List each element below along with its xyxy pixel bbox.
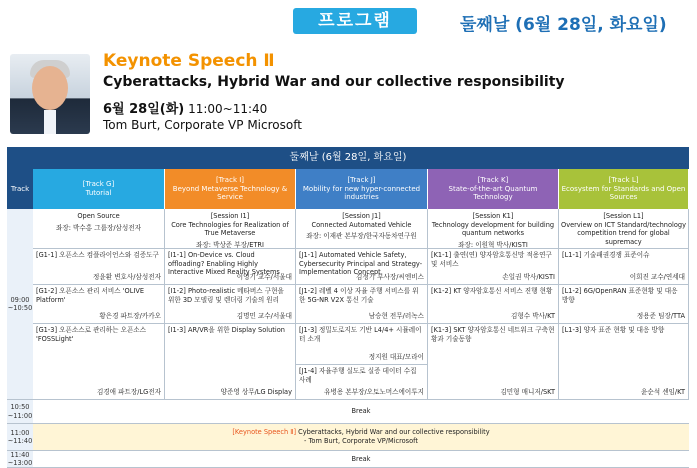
time-slot: 11:00 ~11:40 bbox=[7, 424, 33, 451]
talk-speaker: 김정기 부사장/씨엔비스 bbox=[355, 273, 424, 282]
keynote-row-speaker: - Tom Burt, Corporate VP/Microsoft bbox=[304, 437, 418, 445]
keynote-block bbox=[0, 44, 697, 140]
session-id: Open Source bbox=[77, 212, 120, 220]
keynote-row-title: Cyberattacks, Hybrid War and our collective responsibility bbox=[296, 428, 490, 437]
talk-title: [K1-2] KT 양자암호통신 서비스 진행 현황 bbox=[431, 287, 553, 295]
keynote-datetime: 6월 28일(화) 11:00~11:40 bbox=[103, 102, 268, 117]
talk-speaker: 정윤환 변호사/삼성전자 bbox=[92, 273, 161, 282]
talk-cell bbox=[559, 285, 689, 324]
track-name: Ecosystem for Standards and Open Sources bbox=[561, 184, 686, 202]
talk-title: [G1-1] 오픈소스 컴플라이언스와 검증도구 bbox=[36, 251, 159, 259]
talk-title: [I1-2] Photo-realistic 메타버스 구현을 위한 3D 모델링 및 렌더링 기술의 원리 bbox=[168, 287, 284, 304]
keynote-talk-title: Cyberattacks, Hybrid War and our collective responsibility bbox=[103, 74, 565, 90]
talk-cell bbox=[296, 285, 428, 324]
track-header bbox=[296, 169, 428, 209]
track-header bbox=[33, 169, 165, 209]
talk-title: [J1-2] 레벨 4 이상 자율 주행 서비스를 위한 5G-NR V2X 통신 기술 bbox=[299, 287, 419, 304]
track-name: Mobility for new hyper-connected industries bbox=[302, 184, 421, 202]
session-id: [Session I1] bbox=[210, 212, 250, 220]
talk-speaker: 이희진 교수/연세대 bbox=[629, 273, 685, 282]
keynote-title: Keynote Speech Ⅱ bbox=[103, 51, 275, 71]
talk-speaker: 정지원 대표/모라이 bbox=[368, 353, 424, 362]
track-header bbox=[559, 169, 689, 209]
time-slot: 10:50 ~11:00 bbox=[7, 400, 33, 424]
talk-cell bbox=[428, 324, 559, 400]
talk-cell bbox=[428, 285, 559, 324]
track-header-label: Track bbox=[7, 169, 33, 209]
track-header bbox=[428, 169, 559, 209]
session-chair: 좌장: 박수홍 그룹장/삼성전자 bbox=[55, 223, 142, 232]
talk-title: [I1-1] On-Device vs. Cloud offloading? Enabling Highly Interactive Mixed Reality Systems bbox=[168, 251, 280, 277]
session-title: Core Technologies for Realization of True Metaverse bbox=[171, 220, 289, 238]
program-tag: 프로그램 bbox=[293, 8, 417, 34]
talk-cell bbox=[559, 324, 689, 400]
talk-title: [I1-3] AR/VR을 위한 Display Solution bbox=[168, 326, 285, 334]
talk-speaker: 김경애 파트장/LG전자 bbox=[96, 388, 161, 397]
talk-cell bbox=[428, 249, 559, 285]
session-chair: 좌장: 박상준 부장/ETRI bbox=[196, 240, 264, 249]
talk-speaker: 유병용 본부장/오토노머스에이투지 bbox=[324, 388, 424, 397]
track-name: State-of-the-art Quantum Technology bbox=[448, 184, 538, 202]
talk-cell bbox=[296, 365, 428, 400]
track-name: Tutorial bbox=[85, 189, 112, 197]
time-slot: 11:40 ~13:00 bbox=[7, 450, 33, 467]
track-header bbox=[165, 169, 296, 209]
talk-title: [J1-3] 정밀도로지도 기반 L4/4+ 시뮬레이터 소개 bbox=[299, 326, 422, 343]
talk-speaker: 윤순석 센임/KT bbox=[640, 388, 685, 397]
talk-cell bbox=[296, 324, 428, 365]
keynote-speaker: Tom Burt, Corporate VP Microsoft bbox=[103, 118, 302, 132]
talk-title: [J1-4] 자율주행 실도로 실증 데이터 수집 사례 bbox=[299, 367, 417, 384]
talk-title: [L1-2] 6G/OpenRAN 표준현황 및 대응 방향 bbox=[562, 287, 678, 304]
talk-speaker: 정용준 팀장/TTA bbox=[636, 312, 685, 321]
talk-speaker: 손일권 박사/KISTI bbox=[502, 273, 555, 282]
talk-speaker: 양준영 상무/LG Display bbox=[220, 388, 292, 397]
track-code: [Track G] bbox=[82, 180, 115, 189]
track-code: [Track K] bbox=[477, 175, 509, 184]
break-label: Break bbox=[351, 454, 371, 463]
session-id: [Session J1] bbox=[342, 212, 381, 220]
session-title: Connected Automated Vehicle bbox=[311, 220, 412, 229]
speaker-photo bbox=[10, 54, 90, 134]
track-code: [Track I] bbox=[215, 175, 245, 184]
talk-cell bbox=[33, 324, 165, 400]
session-cell bbox=[165, 209, 296, 249]
talk-speaker: 남승현 전무/러녹스 bbox=[368, 312, 424, 321]
keynote-row-tag: [Keynote Speech Ⅱ] bbox=[232, 428, 297, 437]
talk-cell bbox=[165, 285, 296, 324]
session-id: [Session K1] bbox=[472, 212, 514, 220]
track-code: [Track L] bbox=[608, 175, 639, 184]
talk-speaker: 황은경 파트장/카카오 bbox=[99, 312, 161, 321]
talk-cell bbox=[296, 249, 428, 285]
break-row bbox=[33, 400, 689, 424]
talk-title: [J1-1] Automated Vehicle Safety, Cybersecurity Principal and Strategy-Implementation Concept bbox=[299, 251, 423, 277]
session-title: Overview on ICT Standard/technology competition trend for global supremacy bbox=[561, 220, 686, 246]
talk-speaker: 이영기 교수/서울대 bbox=[236, 273, 292, 282]
talk-cell bbox=[559, 249, 689, 285]
break-label: Break bbox=[351, 407, 371, 416]
session-chair: 좌장: 이재관 본부장/한국자동차연구원 bbox=[306, 232, 417, 241]
session-title: Technology development for building quantum networks bbox=[431, 220, 555, 238]
day-title: 둘째날 (6월 28일, 화요일) bbox=[460, 15, 667, 35]
talk-cell bbox=[33, 285, 165, 324]
program-table bbox=[7, 147, 689, 468]
track-code: [Track J] bbox=[347, 175, 376, 184]
talk-cell bbox=[165, 249, 296, 285]
session-cell bbox=[428, 209, 559, 249]
talk-title: [L1-1] 기술패권경쟁 표준이슈 bbox=[562, 251, 650, 259]
talk-title: [K1-3] SKT 양자암호통신 네트워크 구축현황과 기술동향 bbox=[431, 326, 555, 343]
break-row bbox=[33, 451, 689, 468]
track-name: Beyond Metaverse Technology & Service bbox=[172, 184, 288, 202]
talk-title: [L1-3] 양자 표준 현황 및 대응 방향 bbox=[562, 326, 665, 334]
session-cell bbox=[296, 209, 428, 249]
talk-title: [K1-1] 출연(연) 양자암호통신망 적용연구 및 서비스 bbox=[431, 251, 552, 268]
talk-speaker: 김민형 매니저/SKT bbox=[500, 388, 555, 397]
table-banner: 둘째날 (6월 28일, 화요일) bbox=[7, 147, 689, 169]
session-cell bbox=[559, 209, 689, 249]
talk-speaker: 김명민 교수/서울대 bbox=[236, 312, 292, 321]
talk-cell bbox=[33, 249, 165, 285]
talk-speaker: 김형수 박사/KT bbox=[510, 312, 555, 321]
session-cell bbox=[33, 209, 165, 249]
session-id: [Session L1] bbox=[603, 212, 644, 220]
talk-title: [G1-3] 오픈소스로 관리하는 오픈소스 'FOSSLight' bbox=[36, 326, 147, 343]
keynote-row bbox=[33, 424, 689, 451]
talk-title: [G1-2] 오픈소스 관리 서비스 'OLIVE Platform' bbox=[36, 287, 145, 304]
time-slot-main: 09:00 ~10:50 bbox=[7, 209, 33, 400]
keynote-row-line bbox=[232, 428, 489, 437]
talk-cell bbox=[165, 324, 296, 400]
session-chair: 좌장: 이원혁 박사/KISTI bbox=[458, 240, 528, 249]
page-header bbox=[0, 0, 697, 42]
